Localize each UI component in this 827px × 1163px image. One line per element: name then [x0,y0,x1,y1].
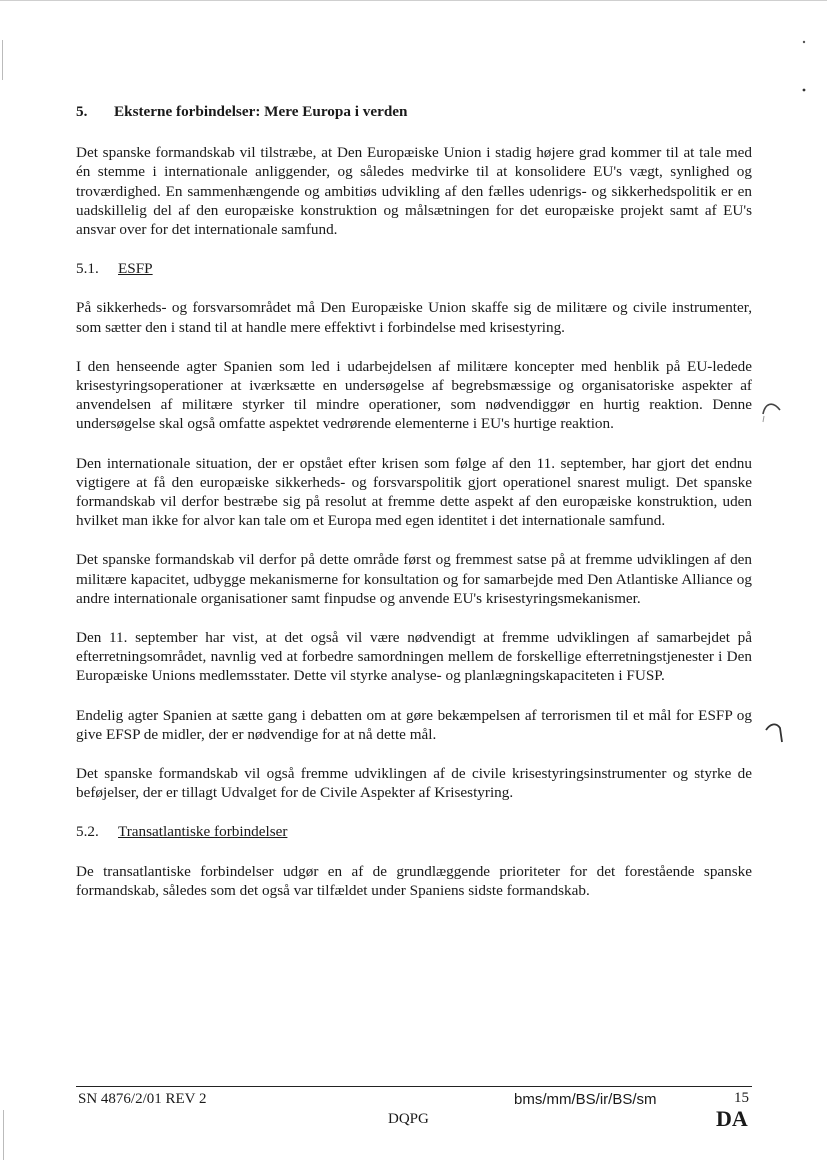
footer-initials: bms/mm/BS/ir/BS/sm [514,1091,657,1108]
section-number: 5. [76,103,88,120]
margin-scan-mark-icon [760,396,784,424]
paragraph: Endelig agter Spanien at sætte gang i debatten om at gøre bekæmpelsen af terrorismen til et mål for ESFP og give EFSP de midler, der er nødvendige for at nå dette mål. [76,706,752,743]
subsection-heading-esfp [76,259,752,278]
paragraph: I den henseende agter Spanien som led i udarbejdelsen af militære koncepter med henblik på EU-ledede krisestyringsoperationer at iværksætte en undersøgelse af begrebsmæssige og organisatoriske aspekter af anvendelsen af militære styrker til mindre operationer, som nødvendiggør en hurtig reaktion. Denne undersøgelse skal også omfatte aspektet vedrørende elementerne i EU's hurtige reaktion. [76,357,752,433]
subsection-title: Transatlantiske forbindelser [118,823,288,841]
subsection-number: 5.2. [76,823,99,841]
section-title: Eksterne forbindelser: Mere Europa i verden [114,103,408,120]
section-heading [76,102,752,121]
subsection-heading-transatlantic [76,822,752,841]
footer-department: DQPG [388,1111,429,1127]
scan-left-edge-mark-bottom [3,1110,4,1160]
paragraph: Det spanske formandskab vil også fremme udviklingen af de civile krisestyringsinstrumenter og styrke de beføjelser, der er tillagt Udvalget for de Civile Aspekter af Krisestyring. [76,765,752,802]
document-body [76,102,752,920]
scan-dot-icon [800,38,808,46]
paragraph: De transatlantiske forbindelser udgør en af de grundlæggende prioriteter for det forestående spanske formandskab, således som det også var tilfældet under Spaniens sidste formandskab. [76,862,752,899]
paragraph: Det spanske formandskab vil derfor på dette område først og fremmest satse på at fremme udviklingen af den militære kapacitet, udbygge mekanismerne for konsultation og for samarbejde med Den Atlantiske Alliance og andre internationale organisationer samt finpudse og anvende EU's krisestyringsmekanismer. [76,551,752,607]
page-number: 15 [734,1090,749,1106]
subsection-title: ESFP [118,260,153,278]
margin-scan-mark-icon [762,718,786,746]
footer-reference: SN 4876/2/01 REV 2 [78,1091,207,1107]
scan-dot-icon [800,86,808,94]
scan-left-edge-mark [2,40,3,80]
paragraph: Den 11. september har vist, at det også vil være nødvendigt at fremme udviklingen af samarbejdet på efterretningsområdet, navnlig ved at forbedre samordningen mellem de forskellige efterretningstjenester i Den Europæiske Unions medlemsstater. Dette vil styrke analyse- og planlægningskapaciteten i FUSP. [76,629,752,685]
scan-top-edge [0,0,827,1]
language-code: DA [716,1106,748,1131]
subsection-number: 5.1. [76,260,99,278]
paragraph: På sikkerheds- og forsvarsområdet må Den Europæiske Union skaffe sig de militære og civile instrumenter, som sætter den i stand til at handle mere effektivt i forbindelse med krisestyring. [76,299,752,336]
paragraph: Det spanske formandskab vil tilstræbe, at Den Europæiske Union i stadig højere grad kommer til at tale med én stemme i internationale anliggender, og således medvirke til at konsolidere EU's vægt, synlighed og troværdighed. En sammenhængende og ambitiøs udvikling af den fælles udenrigs- og sikkerhedspolitik er en uadskillelig del af den europæiske konstruktion og målsætningen for det europæiske projekt samt af EU's ansvar over for det internationale samfund. [76,144,752,239]
footer-divider [76,1086,752,1087]
paragraph: Den internationale situation, der er opstået efter krisen som følge af den 11. september, har gjort det endnu vigtigere at få den europæiske sikkerheds- og forsvarspolitik gjort operationel snarest muligt. Det spanske formandskab vil derfor bestræbe sig på resolut at fremme dette aspekt af den europæiske konstruktion, uden hvilket man ikke for alvor kan tale om et Europa med egen identitet i det internationale samfund. [76,454,752,530]
